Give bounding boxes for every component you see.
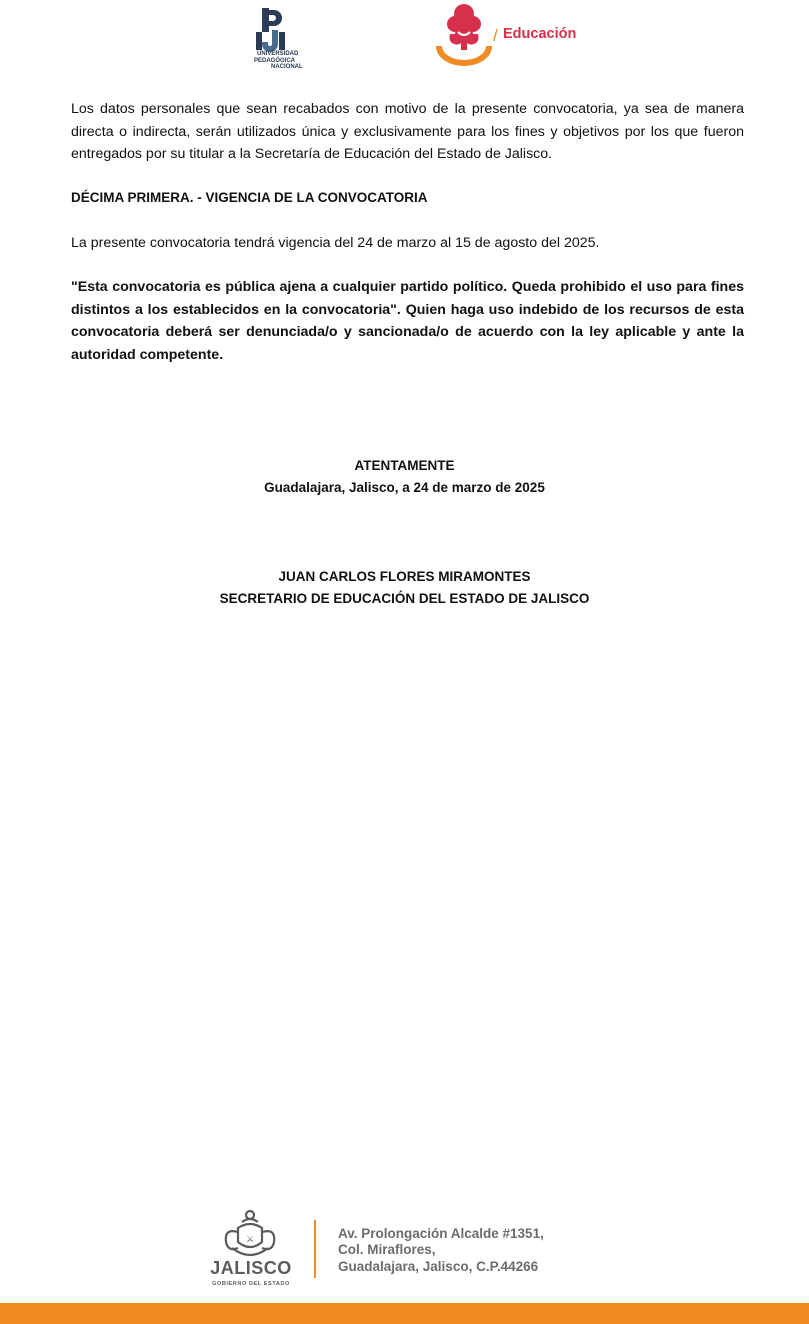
jalisco-logo-subtitle: GOBIERNO DEL ESTADO xyxy=(212,1281,290,1287)
jalisco-coat-of-arms-icon xyxy=(220,1208,280,1260)
education-label: Educación xyxy=(503,26,577,42)
page-header xyxy=(0,0,809,70)
svg-text:⚔: ⚔ xyxy=(245,1235,255,1245)
address-line-3: Guadalajara, Jalisco, C.P.44266 xyxy=(338,1258,539,1274)
salutation: ATENTAMENTE xyxy=(354,458,455,473)
education-slash: / xyxy=(493,26,498,45)
closing-block xyxy=(0,455,809,499)
bottom-accent-bar xyxy=(0,1303,809,1324)
footer-address xyxy=(338,1226,544,1275)
section-heading: DÉCIMA PRIMERA. - VIGENCIA DE LA CONVOCATORIA xyxy=(71,190,428,205)
place-date: Guadalajara, Jalisco, a 24 de marzo de 2025 xyxy=(264,480,545,495)
jalisco-logo xyxy=(204,1208,298,1292)
paragraph-privacy: Los datos personales que sean recabados con motivo de la presente convocatoria, ya sea de manera directa o indirecta, serán utilizados única y exclusivamente para los fines y objetivos por los que fueron entregados por su titular a la Secretaría de Educación del Estado de Jalisco. xyxy=(71,101,744,162)
upn-line-2: PEDAGÓGICA xyxy=(254,57,296,64)
upn-line-3: NACIONAL xyxy=(271,64,303,70)
upn-line-1: UNIVERSIDAD xyxy=(257,51,299,57)
upn-emblem-icon xyxy=(254,8,288,52)
jalisco-logo-word: JALISCO xyxy=(210,1258,292,1278)
education-tree-icon xyxy=(436,2,492,66)
upn-logo-text xyxy=(254,51,318,71)
signature-block xyxy=(0,566,809,610)
paragraph-disclaimer: "Esta convocatoria es pública ajena a cualquier partido político. Queda prohibido el uso para fines distintos a los establecidos en la convocatoria". Quien haga uso indebido de los recursos de esta convocatoria deberá ser denunciada/o y sancionada/o de acuerdo con la ley aplicable y ante la autoridad competente. xyxy=(71,279,744,363)
footer-divider xyxy=(314,1220,316,1278)
signer-title: SECRETARIO DE EDUCACIÓN DEL ESTADO DE JALISCO xyxy=(219,591,590,606)
address-line-2: Col. Miraflores, xyxy=(338,1242,436,1258)
signer-name: JUAN CARLOS FLORES MIRAMONTES xyxy=(278,569,531,584)
upn-logo xyxy=(254,8,318,70)
education-logo xyxy=(436,2,586,66)
paragraph-validity: La presente convocatoria tendrá vigencia del 24 de marzo al 15 de agosto del 2025. xyxy=(71,235,600,251)
address-line-1: Av. Prolongación Alcalde #1351, xyxy=(338,1226,544,1241)
